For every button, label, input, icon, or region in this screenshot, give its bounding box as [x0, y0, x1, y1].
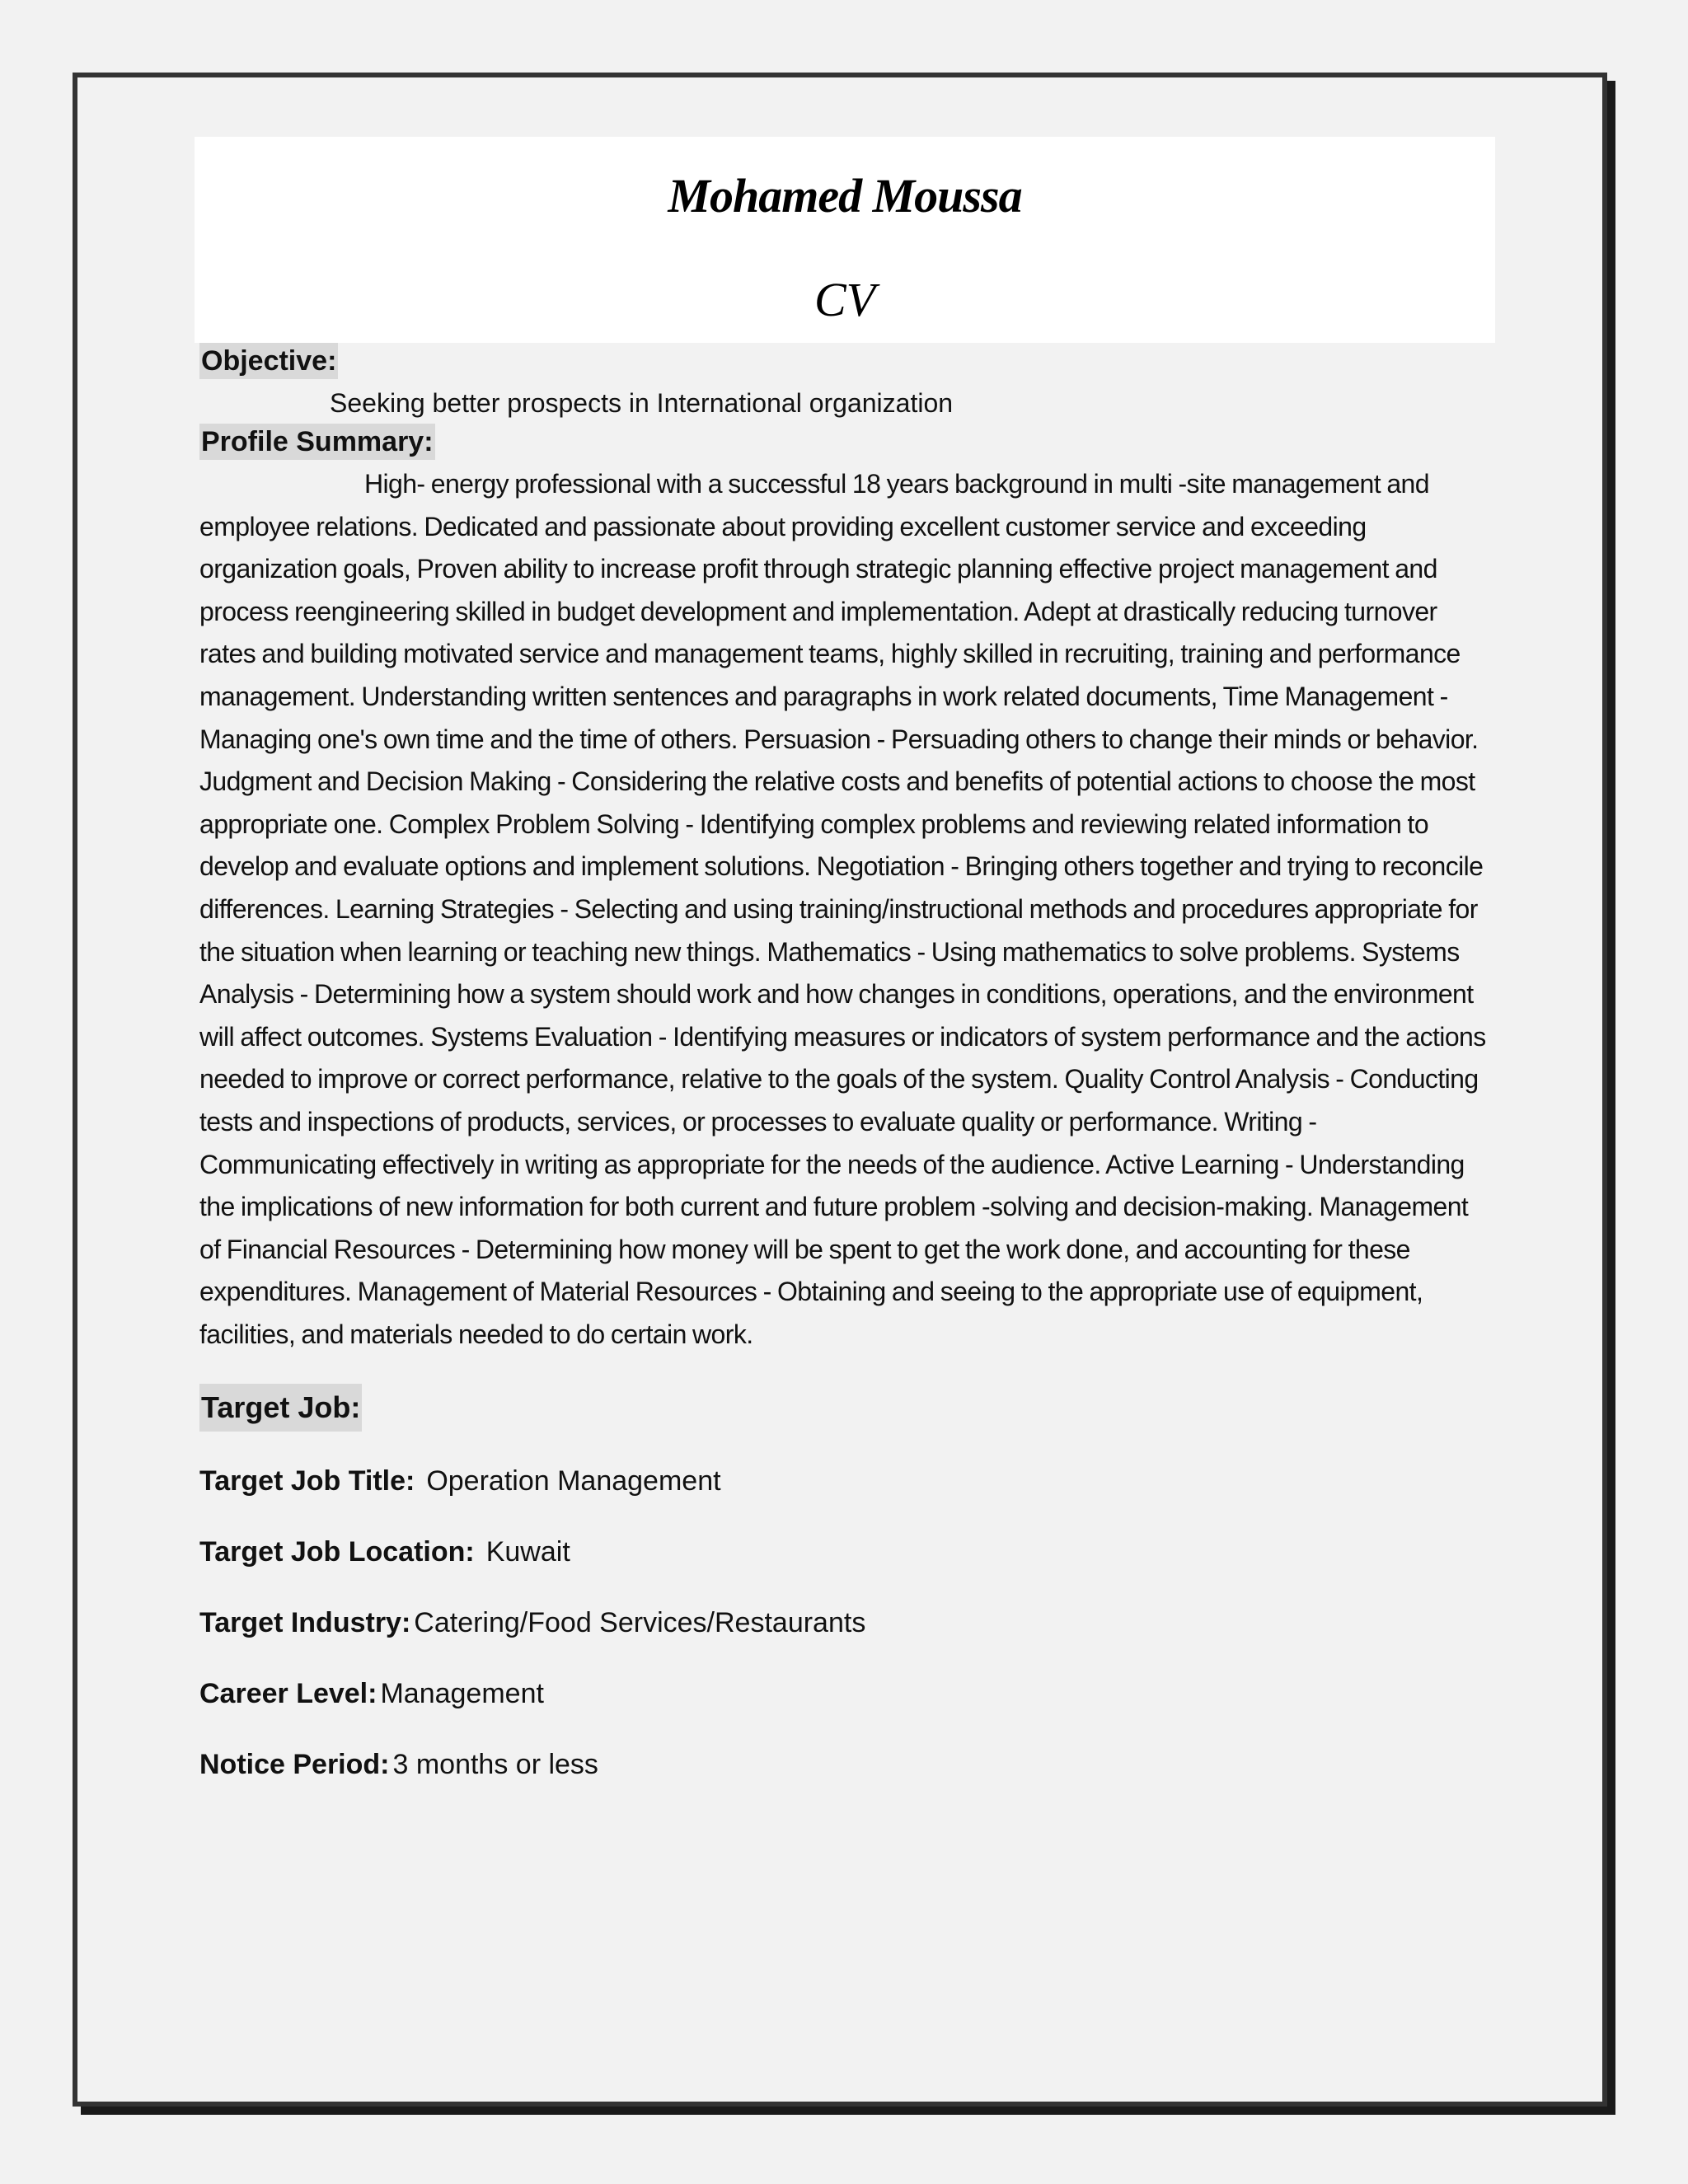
- profile-summary-heading: Profile Summary:: [199, 424, 435, 460]
- career-level-label: Career Level:: [199, 1678, 377, 1710]
- notice-period-value: 3 months or less: [392, 1749, 598, 1781]
- career-level-row: [199, 1677, 1493, 1710]
- target-job-location-row: [199, 1535, 1493, 1568]
- target-job-location-label: Target Job Location:: [199, 1536, 475, 1568]
- target-industry-value: Catering/Food Services/Restaurants: [414, 1607, 866, 1639]
- document-title: CV: [814, 273, 876, 326]
- cv-header: [195, 137, 1495, 343]
- target-job-title-row: [199, 1465, 1493, 1497]
- target-industry-row: [199, 1606, 1493, 1639]
- target-job-location-value: Kuwait: [485, 1536, 570, 1568]
- target-job-heading: Target Job:: [199, 1384, 362, 1432]
- target-job-section: [199, 1384, 1493, 1781]
- candidate-name: Mohamed Moussa: [668, 169, 1022, 223]
- notice-period-row: [199, 1748, 1493, 1781]
- objective-text: Seeking better prospects in International organization: [330, 388, 954, 418]
- target-job-title-label: Target Job Title:: [199, 1465, 415, 1497]
- profile-summary-text: High- energy professional with a successful 18 years background in multi -site management and employee relations. Dedicated and passionate about providing excellent customer service and exceeding organization goals, Proven ability to increase profit through strategic planning effective project management and process reengineering skilled in budget development and implementation. Adept at drastically reducing turnover rates and building motivated service and management teams, highly skilled in recruiting, training and performance management. Understanding written sentences and paragraphs in work related documents, Time Management - Managing one's own time and the time of others. Persuasion - Persuading others to change their minds or behavior. Judgment and Decision Making - Considering the relative costs and benefits of potential actions to choose the most appropriate one. Complex Problem Solving - Identifying complex problems and reviewing related information to develop and evaluate options and implement solutions. Negotiation - Bringing others together and trying to reconcile differences. Learning Strategies - Selecting and using training/instructional methods and procedures appropriate for the situation when learning or teaching new things. Mathematics - Using mathematics to solve problems. Systems Analysis - Determining how a system should work and how changes in conditions, operations, and the environment will affect outcomes. Systems Evaluation - Identifying measures or indicators of system performance and the actions needed to improve or correct performance, relative to the goals of the system. Quality Control Analysis - Conducting tests and inspections of products, services, or processes to evaluate quality or performance. Writing - Communicating effectively in writing as appropriate for the needs of the audience. Active Learning - Understanding the implications of new information for both current and future problem -solving and decision-making. Management of Financial Resources - Determining how money will be spent to get the work done, and accounting for these expenditures. Management of Material Resources - Obtaining and seeing to the appropriate use of equipment, facilities, and materials needed to do certain work.: [199, 469, 1486, 1349]
- notice-period-label: Notice Period:: [199, 1749, 390, 1781]
- objective-heading: Objective:: [199, 343, 338, 379]
- objective-section: [199, 343, 1493, 424]
- target-industry-label: Target Industry:: [199, 1607, 411, 1639]
- profile-summary-section: [199, 424, 1493, 1356]
- career-level-value: Management: [380, 1678, 544, 1710]
- target-job-title-value: Operation Management: [426, 1465, 721, 1497]
- cv-content: [199, 343, 1493, 1781]
